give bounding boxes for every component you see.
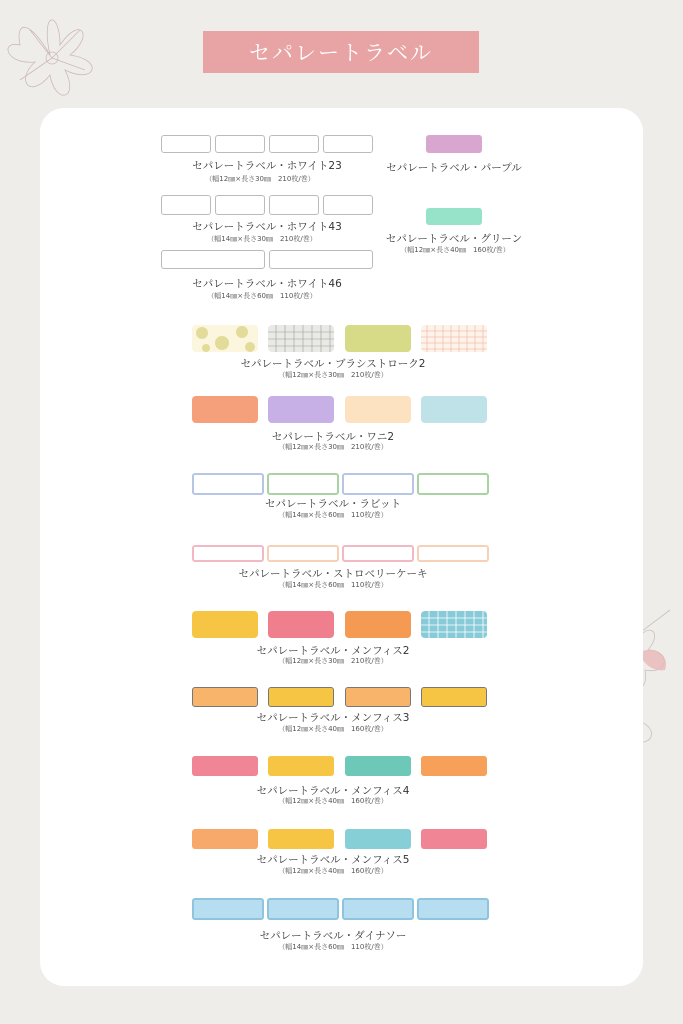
memphis5-label-2 — [268, 829, 334, 849]
white23-label-4 — [323, 135, 373, 153]
white46-label-1 — [161, 250, 265, 269]
dinosaur-label-2 — [267, 898, 339, 920]
product-spec: （幅14㎜×長さ60㎜ 110枚/巻） — [278, 581, 388, 589]
memphis4-label-2 — [268, 756, 334, 776]
product-spec: （幅12㎜×長さ40㎜ 160枚/巻） — [278, 797, 388, 805]
memphis4-label-3 — [345, 756, 411, 776]
product-name: セパレートラベル・ストロベリーケーキ — [238, 568, 428, 580]
product-name: セパレートラベル・ワニ2 — [271, 431, 395, 443]
product-spec: （幅12㎜×長さ30㎜ 210枚/巻） — [278, 443, 388, 451]
rabbit-label-2 — [267, 473, 339, 495]
white23-label-3 — [269, 135, 319, 153]
wani-label-blue — [421, 396, 487, 423]
memphis3-label-3 — [345, 687, 411, 707]
strawberry-label-2 — [267, 545, 339, 562]
green-label — [426, 208, 482, 225]
white43-label-4 — [323, 195, 373, 215]
brushstroke-label-4 — [421, 325, 487, 352]
white43-label-1 — [161, 195, 211, 215]
wani-label-purple — [268, 396, 334, 423]
memphis2-label-3 — [345, 611, 411, 638]
dinosaur-label-4 — [417, 898, 489, 920]
dinosaur-label-3 — [342, 898, 414, 920]
memphis2-label-1 — [192, 611, 258, 638]
product-name: セパレートラベル・ラビット — [264, 498, 402, 510]
purple-label — [426, 135, 482, 153]
memphis5-label-3 — [345, 829, 411, 849]
product-spec: （幅12㎜×長さ30㎜ 210枚/巻） — [278, 657, 388, 665]
white46-label-2 — [269, 250, 373, 269]
product-spec: （幅12㎜×長さ40㎜ 160枚/巻） — [278, 867, 388, 875]
product-name: セパレートラベル・メンフィス5 — [256, 854, 410, 866]
product-spec: （幅12㎜×長さ40㎜ 160枚/巻） — [400, 246, 510, 254]
brushstroke-label-3 — [345, 325, 411, 352]
product-spec: （幅14㎜×長さ60㎜ 110枚/巻） — [207, 292, 317, 300]
wani-label-cream — [345, 396, 411, 423]
memphis4-label-1 — [192, 756, 258, 776]
product-spec: （幅12㎜×長さ30㎜ 210枚/巻） — [278, 371, 388, 379]
page-title: セパレートラベル — [203, 31, 479, 73]
product-name: セパレートラベル・ブラシストローク2 — [240, 358, 426, 370]
rabbit-label-4 — [417, 473, 489, 495]
strawberry-label-1 — [192, 545, 264, 562]
product-spec: （幅12㎜×長さ30㎜ 210枚/巻） — [205, 175, 315, 183]
memphis2-label-2 — [268, 611, 334, 638]
memphis5-label-4 — [421, 829, 487, 849]
memphis3-label-2 — [268, 687, 334, 707]
product-spec: （幅14㎜×長さ30㎜ 210枚/巻） — [207, 235, 317, 243]
product-spec: （幅14㎜×長さ60㎜ 110枚/巻） — [278, 511, 388, 519]
product-name: セパレートラベル・グリーン — [385, 233, 523, 245]
product-name: セパレートラベル・ホワイト23 — [192, 160, 342, 172]
rabbit-label-1 — [192, 473, 264, 495]
memphis2-label-4 — [421, 611, 487, 638]
product-name: セパレートラベル・ホワイト46 — [192, 278, 342, 290]
wani-label-orange — [192, 396, 258, 423]
strawberry-label-4 — [417, 545, 489, 562]
white43-label-2 — [215, 195, 265, 215]
product-name: セパレートラベル・メンフィス4 — [256, 785, 410, 797]
rabbit-label-3 — [342, 473, 414, 495]
memphis3-label-1 — [192, 687, 258, 707]
memphis4-label-4 — [421, 756, 487, 776]
white43-label-3 — [269, 195, 319, 215]
product-name: セパレートラベル・ホワイト43 — [192, 221, 342, 233]
brushstroke-label-1 — [192, 325, 258, 352]
strawberry-label-3 — [342, 545, 414, 562]
brushstroke-label-2 — [268, 325, 334, 352]
memphis3-label-4 — [421, 687, 487, 707]
white23-label-2 — [215, 135, 265, 153]
product-name: セパレートラベル・メンフィス3 — [256, 712, 410, 724]
memphis5-label-1 — [192, 829, 258, 849]
product-name: セパレートラベル・ダイナソー — [259, 930, 407, 942]
product-spec: （幅12㎜×長さ40㎜ 160枚/巻） — [278, 725, 388, 733]
white23-label-1 — [161, 135, 211, 153]
dinosaur-label-1 — [192, 898, 264, 920]
product-name: セパレートラベル・メンフィス2 — [256, 645, 410, 657]
product-spec: （幅14㎜×長さ60㎜ 110枚/巻） — [278, 943, 388, 951]
flower-decoration-top-left-icon — [0, 0, 110, 120]
product-name: セパレートラベル・パープル — [386, 162, 522, 174]
